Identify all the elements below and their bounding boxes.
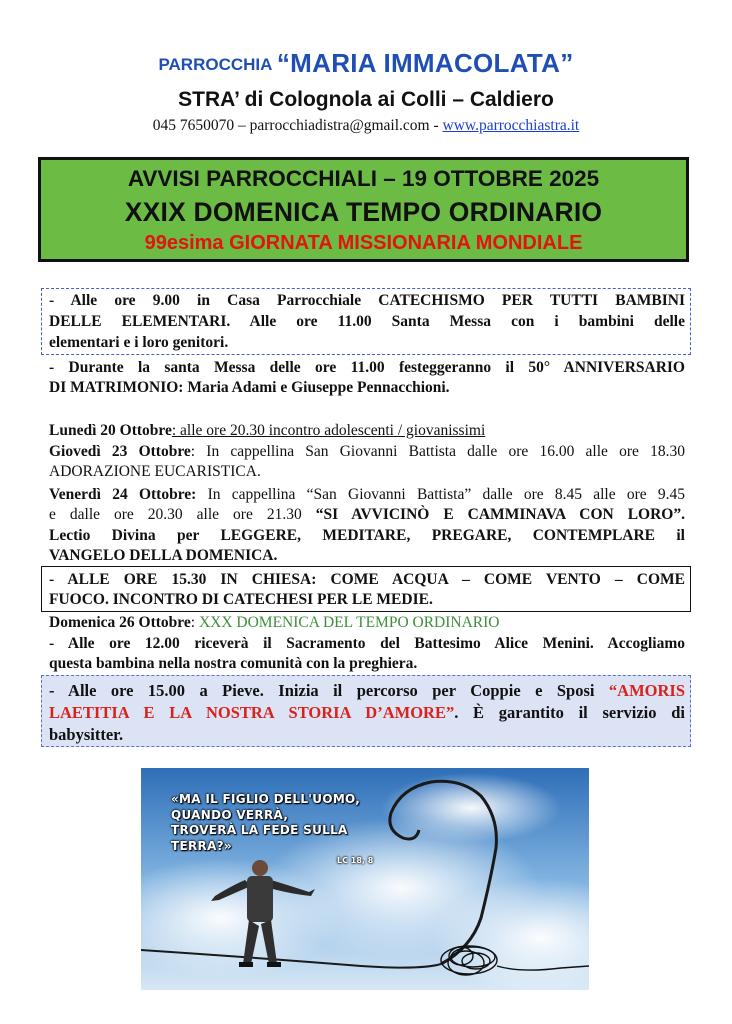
couples-line-1 bbox=[49, 680, 685, 701]
church-line-2: FUOCO. INCONTRO DI CATECHESI PER LE MEDIE. bbox=[49, 591, 433, 608]
friday-label: Venerdì 24 Ottobre: bbox=[49, 486, 197, 503]
parish-name: “MARIA IMMACOLATA” bbox=[276, 48, 574, 78]
monday-notice bbox=[49, 421, 685, 441]
thursday-notice bbox=[49, 442, 685, 462]
thursday-line-2: ADORAZIONE EUCARISTICA. bbox=[49, 463, 261, 480]
baptism-line-1: - Alle ore 12.00 riceverà il Sacramento del Battesimo Alice Menini. Accogliamo bbox=[49, 635, 685, 652]
couples-line-2 bbox=[49, 702, 685, 723]
banner-mission-day: 99esima GIORNATA MISSIONARIA MONDIALE bbox=[144, 232, 583, 254]
lectio-line-2: VANGELO DELLA DOMENICA. bbox=[49, 547, 278, 564]
website-link[interactable]: www.parrocchiastra.it bbox=[442, 117, 580, 134]
friday-notice bbox=[49, 485, 685, 505]
couples-babysit: . È garantito il servizio di bbox=[454, 703, 685, 722]
quote-line-1: «MA IL FIGLIO DELL'UOMO, bbox=[171, 792, 361, 806]
banner-date-title: AVVISI PARROCCHIALI – 19 OTTOBRE 2025 bbox=[127, 166, 600, 191]
friday-text: In cappellina “San Giovanni Battista” dalle ore 8.45 alle ore 9.45 bbox=[196, 486, 685, 503]
friday-theme: “SI AVVICINÒ E CAMMINAVA CON LORO”. bbox=[315, 506, 685, 523]
contact-text: 045 7650070 – parrocchiadistra@gmail.com - bbox=[152, 117, 439, 134]
thursday-label: Giovedì 23 Ottobre bbox=[49, 443, 191, 460]
parish-title bbox=[0, 48, 732, 79]
baptism-line-2: questa bambina nella nostra comunità con la preghiera. bbox=[49, 655, 418, 672]
couples-line-3: babysitter. bbox=[49, 725, 124, 744]
lectio-line-1: Lectio Divina per LEGGERE, MEDITARE, PREGARE, CONTEMPLARE il bbox=[49, 527, 685, 544]
catechism-line-1: - Alle ore 9.00 in Casa Parrocchiale CATECHISMO PER TUTTI BAMBINI bbox=[49, 292, 685, 309]
quote-line-3: TROVERÀ LA FEDE SULLA bbox=[171, 823, 348, 837]
quote-line-2: QUANDO VERRÀ, bbox=[171, 807, 289, 822]
sunday-notice bbox=[49, 613, 685, 633]
monday-label: Lunedì 20 Ottobre bbox=[49, 422, 172, 439]
gospel-reference: LC 18, 8 bbox=[337, 856, 374, 865]
anniversary-line-2: DI MATRIMONIO: Maria Adami e Giuseppe Pennacchioni. bbox=[49, 379, 450, 396]
church-line-1: - ALLE ORE 15.30 IN CHIESA: COME ACQUA – COME VENTO – COME bbox=[49, 571, 685, 588]
parish-location: STRA’ di Colognola ai Colli – Caldiero bbox=[178, 88, 554, 111]
catechism-line-3: elementari e i loro genitori. bbox=[49, 334, 229, 351]
monday-text: : alle ore 20.30 incontro adolescenti / giovanissimi bbox=[171, 422, 486, 439]
announcement-banner bbox=[38, 157, 689, 262]
thursday-text: : In cappellina San Giovanni Battista dalle ore 16.00 alle ore 18.30 bbox=[190, 443, 685, 460]
sunday-colon: : bbox=[190, 614, 199, 631]
quote-line-4: TERRA?» bbox=[171, 838, 232, 853]
catechism-line-2: DELLE ELEMENTARI. Alle ore 11.00 Santa Messa con i bambini delle bbox=[49, 313, 685, 330]
friday-times: e dalle ore 20.30 alle ore 21.30 bbox=[49, 506, 316, 523]
sunday-label: Domenica 26 Ottobre bbox=[49, 614, 191, 631]
parish-prefix: PARROCCHIA bbox=[158, 55, 273, 74]
couples-title-end: LAETITIA E LA NOSTRA STORIA D’AMORE” bbox=[49, 703, 455, 722]
contact-line bbox=[0, 117, 732, 135]
friday-line-2 bbox=[49, 505, 685, 525]
anniversary-line-1: - Durante la santa Messa delle ore 11.00 festeggeranno il 50° ANNIVERSARIO bbox=[49, 359, 685, 376]
couples-intro: - Alle ore 15.00 a Pieve. Inizia il percorso per Coppie e Sposi bbox=[49, 681, 609, 700]
gospel-quote bbox=[171, 792, 411, 854]
faith-illustration bbox=[141, 768, 589, 990]
couples-title-start: “AMORIS bbox=[608, 681, 685, 700]
sunday-title: XXX DOMENICA DEL TEMPO ORDINARIO bbox=[198, 614, 500, 631]
banner-sunday-title: XXIX DOMENICA TEMPO ORDINARIO bbox=[124, 197, 603, 227]
